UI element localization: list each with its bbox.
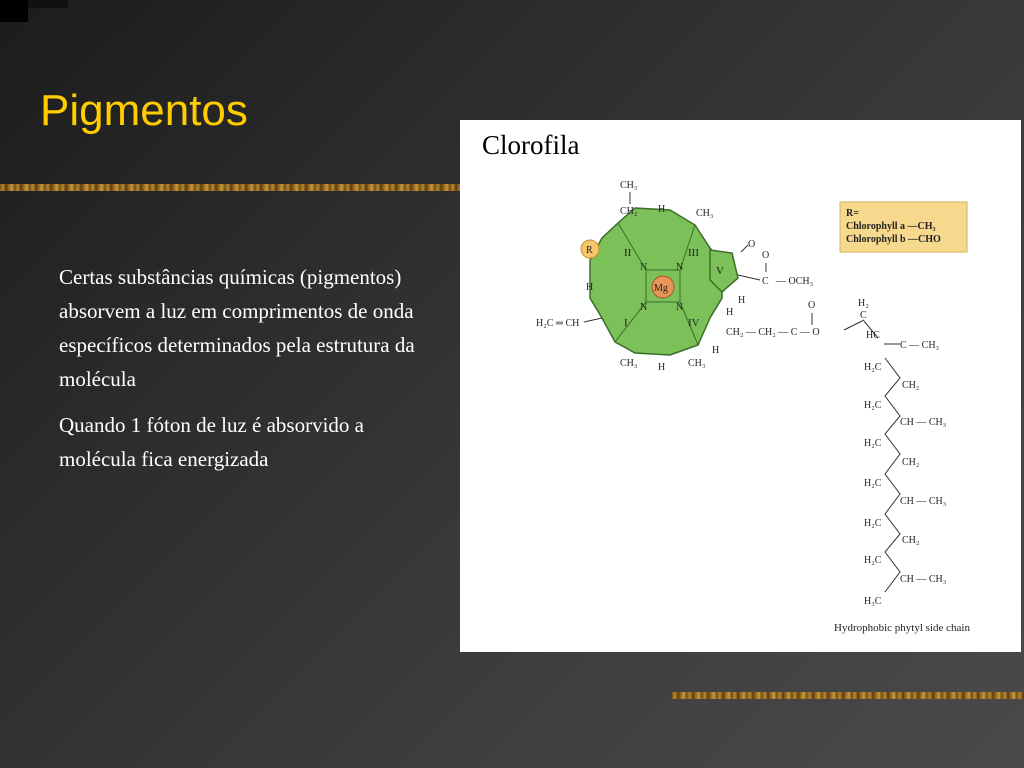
n-atom-1: N	[640, 262, 648, 273]
figure-caption: Clorofila	[482, 130, 580, 160]
ring-label-iii: III	[688, 247, 699, 259]
slide-body	[59, 260, 419, 488]
slide-title: Pigmentos	[40, 86, 248, 135]
svg-text:C: C	[860, 310, 867, 321]
substituent-h-ester: H	[726, 307, 734, 318]
n-atom-3: N	[640, 302, 648, 313]
ester-och3: — OCH₃	[776, 276, 814, 287]
corner-block-secondary	[28, 0, 68, 8]
svg-text:CH₂: CH₂	[902, 380, 920, 391]
substituent-ch3-bottom: CH₃	[620, 358, 638, 369]
magnesium-label: Mg	[654, 283, 668, 294]
r-group-label: R	[586, 245, 593, 256]
substituent-h-left: H	[586, 282, 594, 293]
substituent-ch2-top: CH₂	[620, 206, 638, 217]
svg-text:H₂: H₂	[858, 298, 869, 309]
legend-line-b: Chlorophyll b —CHO	[846, 234, 941, 245]
phytyl-tail	[858, 298, 946, 607]
substituent-h-ring4: H	[712, 345, 720, 356]
ring-label-v: V	[716, 265, 724, 277]
substituent-h-bottom: H	[658, 362, 666, 373]
tail-caption: Hydrophobic phytyl side chain	[834, 622, 970, 634]
svg-text:CH — CH₃: CH — CH₃	[900, 417, 947, 428]
decorative-stripe-top	[0, 184, 460, 191]
svg-text:H₂C: H₂C	[864, 478, 882, 489]
bullet-1: Certas substâncias químicas (pigmentos) absorvem a luz em comprimentos de onda específicos determinados pela estrutura da molécula	[59, 265, 415, 391]
substituent-h-right: H	[738, 295, 746, 306]
ester-o-top: O	[762, 250, 770, 261]
legend-r-label: R=	[846, 208, 859, 219]
svg-text:CH — CH₃: CH — CH₃	[900, 496, 947, 507]
bullet-2: Quando 1 fóton de luz é absorvido a molécula fica energizada	[59, 413, 365, 471]
svg-text:H₂C: H₂C	[864, 555, 882, 566]
chain-segment: CH₂ — CH₂ — C — O	[726, 327, 820, 338]
svg-text:HC: HC	[866, 330, 880, 341]
svg-text:CH₂: CH₂	[902, 457, 920, 468]
ring-label-ii: II	[624, 247, 632, 259]
substituent-ch3-ring4: CH₃	[688, 358, 706, 369]
keto-oxygen: O	[748, 239, 756, 250]
svg-text:H₃C: H₃C	[864, 596, 882, 607]
substituent-h-top: H	[658, 204, 666, 215]
substituent-ch3-top: CH₃	[620, 180, 638, 191]
svg-text:H₂C: H₂C	[864, 518, 882, 529]
vinyl-group: H₂C ═ CH	[536, 318, 580, 329]
decorative-stripe-bottom	[672, 692, 1024, 699]
svg-text:CH₂: CH₂	[902, 535, 920, 546]
svg-text:H₂C: H₂C	[864, 438, 882, 449]
chlorophyll-structure-diagram	[460, 120, 1021, 652]
legend-line-a: Chlorophyll a —CH₃	[846, 221, 936, 232]
ester-carbon: C	[762, 276, 769, 287]
n-atom-2: N	[676, 262, 684, 273]
substituent-ch3-ring3: CH₃	[696, 208, 714, 219]
svg-text:C — CH₃: C — CH₃	[900, 340, 940, 351]
svg-text:H₂C: H₂C	[864, 362, 882, 373]
corner-block	[0, 0, 28, 22]
svg-text:CH — CH₃: CH — CH₃	[900, 574, 947, 585]
ring-label-i: I	[624, 317, 628, 329]
n-atom-4: N	[676, 302, 684, 313]
ring-label-iv: IV	[688, 317, 700, 329]
chain-carbonyl-o: O	[808, 300, 816, 311]
chlorophyll-figure-panel	[460, 120, 1021, 652]
svg-text:H₂C: H₂C	[864, 400, 882, 411]
